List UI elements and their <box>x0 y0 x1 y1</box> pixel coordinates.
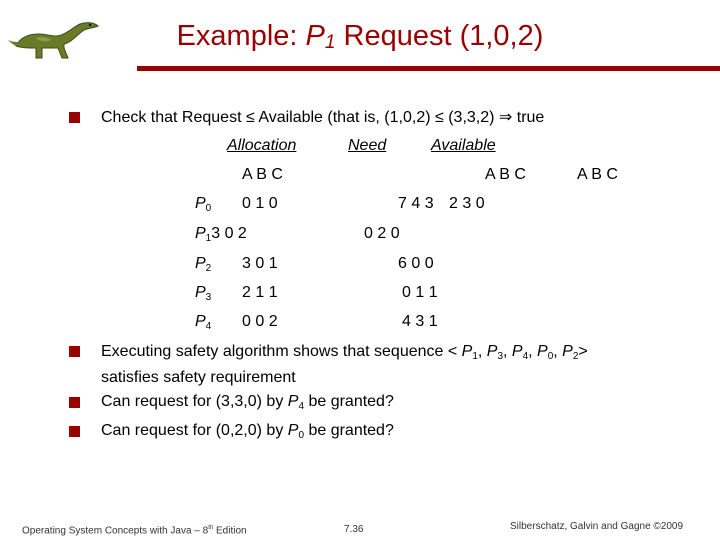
process-label: $P_4$ <box>195 313 212 332</box>
allocation-value: 0 1 0 <box>242 195 278 212</box>
bullet-marker <box>69 426 80 437</box>
slide-title: Example: $P_1$ Request (1,0,2) <box>176 20 544 53</box>
footer-page-number: 7.36 <box>344 524 364 535</box>
need-value: 6 0 0 <box>398 255 434 272</box>
bullet-request-check: Check that Request ≤ Available (that is, (1,0,2) ≤ (3,3,2) ⇒ true <box>101 109 545 126</box>
abc-allocation: A B C <box>242 166 283 183</box>
header-need: Need <box>348 137 387 154</box>
allocation-value: 3 0 1 <box>242 255 278 272</box>
need-value: 0 1 1 <box>402 284 438 301</box>
footer-copyright: Silberschatz, Galvin and Gagne ©2009 <box>510 521 684 532</box>
header-available: Available <box>431 137 496 154</box>
bullet-request-p4: Can request for (3,3,0) by $P_4$ be granted? <box>101 393 394 412</box>
bullet-marker <box>69 397 80 408</box>
bullet-marker <box>69 112 80 123</box>
process-label: $P_0$ <box>195 195 212 214</box>
process-label: $P_13$ 0 2 <box>195 225 247 244</box>
title-underline <box>137 66 720 71</box>
bullet-marker <box>69 346 80 357</box>
need-value: 4 3 1 <box>402 313 438 330</box>
footer-book-title: Operating System Concepts with Java – 8th Edition <box>22 525 247 537</box>
need-value: 7 4 3 <box>398 195 434 212</box>
header-allocation: Allocation <box>227 137 297 154</box>
abc-need: A B C <box>485 166 526 183</box>
need-value: 0 2 0 <box>364 225 400 242</box>
available-value: 2 3 0 <box>449 195 485 212</box>
allocation-value: 0 0 2 <box>242 313 278 330</box>
abc-available: A B C <box>577 166 618 183</box>
process-label: $P_3$ <box>195 284 212 303</box>
bullet-request-p0: Can request for (0,2,0) by $P_0$ be granted? <box>101 422 394 441</box>
process-label: $P_2$ <box>195 255 212 274</box>
bullet-safety-sequence: Executing safety algorithm shows that sequence < $P_1$, $P_3$, $P_4$, $P_0$, $P_2>$ satisfies safety requirement <box>101 343 588 386</box>
allocation-value: 2 1 1 <box>242 284 278 301</box>
